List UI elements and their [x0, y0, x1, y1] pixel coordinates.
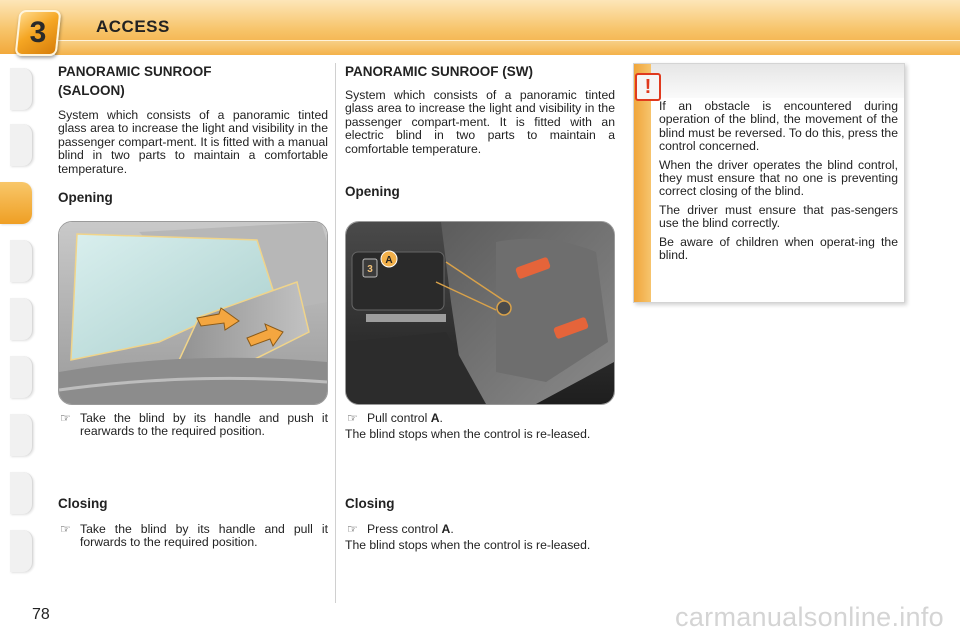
sw-closing — [345, 496, 615, 553]
chapter-tab-2[interactable] — [10, 124, 33, 166]
warning-paragraph: If an obstacle is encountered during operation of the blind, the movement of the blind must be reversed. To do this, press the control concerned. — [659, 99, 898, 154]
sw-title: PANORAMIC SUNROOF (SW) — [345, 64, 533, 79]
chapter-number: 3 — [29, 16, 47, 49]
sw-section — [345, 62, 615, 199]
pointing-hand-icon: ☞ — [60, 411, 71, 425]
warning-paragraph: Be aware of children when operat-ing the blind. — [659, 234, 898, 263]
sw-intro: System which consists of a panoramic tinted glass area to increase the light and visibility in the passenger compart-ment. It is fitted with an electric blind in two parts to maintain a comfortable temperature. — [345, 88, 615, 156]
sw-opening-step-suffix: . — [439, 411, 443, 425]
chapter-tab-8[interactable] — [10, 472, 33, 514]
saloon-closing-step-item — [58, 523, 328, 550]
saloon-opening-step-item — [58, 412, 328, 439]
sw-opening-heading: Opening — [345, 184, 400, 200]
pointing-hand-icon: ☞ — [347, 522, 358, 536]
saloon-title: PANORAMIC SUNROOF (SALOON) — [58, 64, 212, 98]
column-divider — [335, 63, 336, 603]
sw-opening-control-label: A — [430, 411, 440, 425]
sw-closing-note: The blind stops when the control is re-leased. — [345, 538, 591, 553]
pointing-hand-icon: ☞ — [60, 522, 71, 536]
saloon-opening-step-text: Take the blind by its handle and push it rearwards to the required position. — [80, 411, 328, 439]
sw-opening-step — [345, 412, 615, 442]
chapter-tab-7[interactable] — [10, 414, 33, 456]
warning-paragraph: The driver must ensure that pas-sengers use the blind correctly. — [659, 202, 898, 231]
sw-opening-step-text: Pull control — [367, 411, 431, 425]
warning-box — [633, 63, 905, 303]
saloon-intro: System which consists of a panoramic tinted glass area to increase the light and visibility in the passenger compart-ment. It is fitted with a manual blind in two parts to maintain a comfortable temperature. — [58, 108, 328, 176]
sw-closing-heading: Closing — [345, 496, 395, 511]
header-band — [55, 40, 960, 55]
page-number: 78 — [32, 606, 50, 623]
saloon-closing-heading: Closing — [58, 496, 108, 511]
sw-closing-control-label: A — [441, 522, 451, 536]
sw-control-photo — [345, 221, 615, 405]
chapter-tab-6[interactable] — [10, 356, 33, 398]
saloon-section — [58, 62, 328, 205]
warning-text — [659, 100, 898, 267]
sw-closing-step-suffix: . — [450, 522, 454, 536]
chapter-badge — [15, 10, 62, 56]
sw-opening-step-item — [345, 412, 615, 425]
warning-paragraph: When the driver operates the blind control, they must ensure that no one is preventing correct closing of the blind. — [659, 157, 898, 199]
warning-top-band — [651, 64, 904, 98]
watermark: carmanualsonline.info — [675, 602, 944, 632]
sw-closing-step-item — [345, 523, 615, 536]
saloon-opening-heading: Opening — [58, 190, 113, 206]
chapter-tab-3-active[interactable] — [0, 182, 32, 224]
chapter-tab-9[interactable] — [10, 530, 33, 572]
page-title: ACCESS — [96, 17, 170, 36]
pointing-hand-icon: ☞ — [347, 411, 358, 425]
chapter-tab-4[interactable] — [10, 240, 33, 282]
sw-closing-step-text: Press control — [367, 522, 442, 536]
saloon-closing — [58, 496, 328, 550]
saloon-sunroof-photo — [58, 221, 328, 405]
photo-control-label: A — [385, 255, 393, 266]
saloon-opening-step — [58, 412, 328, 439]
chapter-tab-5[interactable] — [10, 298, 33, 340]
warning-exclamation-icon: ! — [635, 73, 661, 101]
photo-badge-number: 3 — [367, 264, 373, 275]
saloon-closing-step-text: Take the blind by its handle and pull it forwards to the required position. — [80, 522, 328, 550]
chapter-tab-1[interactable] — [10, 68, 33, 110]
sw-opening-note: The blind stops when the control is re-leased. — [345, 427, 591, 442]
